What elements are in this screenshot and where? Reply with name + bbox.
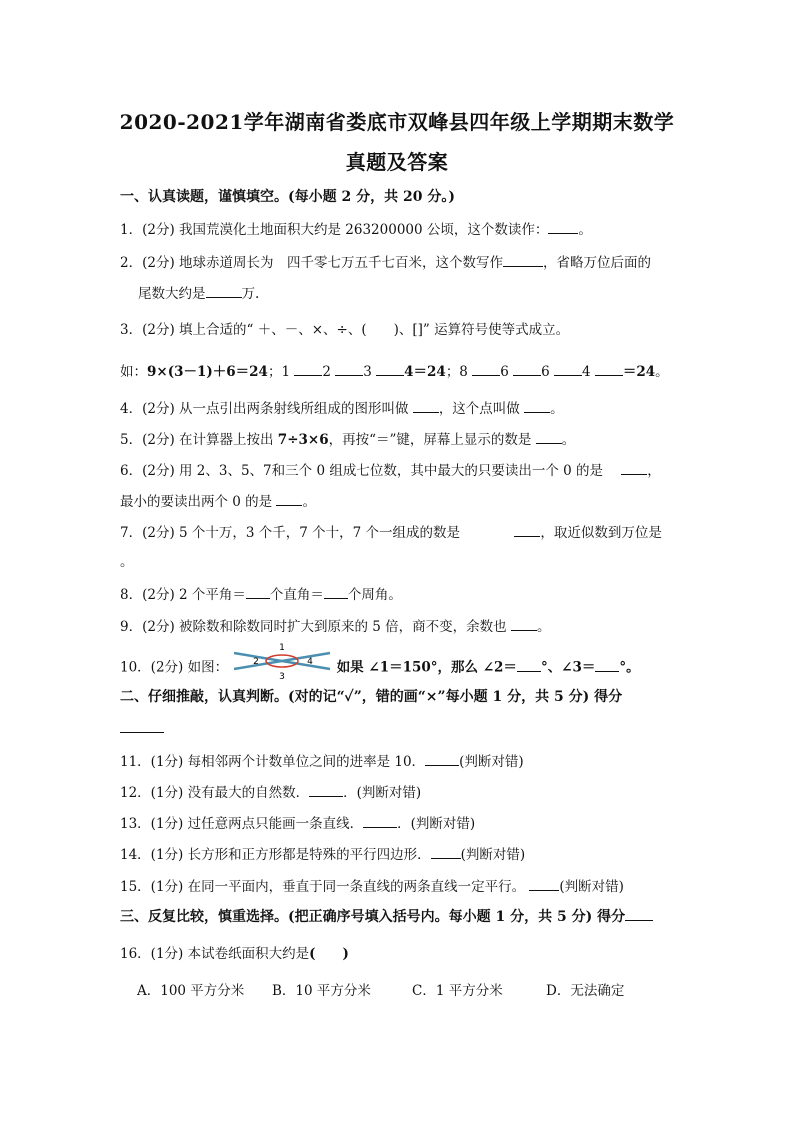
q16-text: 16．(1分) 本试卷纸面积大约是	[120, 946, 310, 962]
q14-end: (判断对错)	[460, 847, 526, 863]
question-10	[120, 643, 640, 681]
q5-rest: ，再按“＝”键，屏幕上显示的数是	[328, 432, 532, 448]
question-4	[120, 397, 564, 417]
question-15	[120, 875, 624, 895]
q3-n2: 2	[322, 364, 331, 380]
q11-end: (判断对错)	[459, 754, 524, 770]
section-2-score-blank[interactable]	[120, 720, 164, 737]
q15-end: (判断对错)	[559, 879, 624, 895]
question-6	[120, 459, 661, 479]
q7-text: 7．(2分) 5 个十万，3 个千，7 个十，7 个一组成的数是	[120, 525, 461, 541]
q10-condition: 如果 ∠1＝150°，那么 ∠2＝	[336, 659, 517, 676]
q3-blank-1[interactable]	[294, 363, 322, 376]
section-3-heading	[120, 906, 653, 926]
figure-label-3: 3	[279, 672, 286, 681]
q9-end: 。	[536, 619, 551, 635]
q2-blank-2[interactable]	[206, 285, 242, 298]
q10-text: 10．(2分) 如图：	[120, 659, 229, 676]
figure-label-1: 1	[279, 643, 286, 653]
q16-option-c[interactable]: C．1 平方分米	[412, 983, 503, 999]
question-3-example	[120, 360, 669, 380]
q3-end: 。	[655, 364, 669, 380]
question-16	[120, 942, 349, 962]
question-12	[120, 781, 421, 801]
title-line-1: 2020-2021学年湖南省娄底市双峰县四年级上学期期末数学	[119, 110, 675, 134]
question-5	[120, 428, 575, 448]
q10-deg2: °。	[619, 659, 640, 676]
q3-blank-4[interactable]	[472, 363, 500, 376]
q3-rest1: ；1	[267, 364, 291, 380]
q6-line2: 最小的要读出两个 0 的是	[120, 494, 273, 510]
q5-text: 5．(2分) 在计算器上按出	[120, 432, 278, 448]
q3-blank-3[interactable]	[376, 363, 404, 376]
q5-end: 。	[561, 432, 576, 448]
q8-blank-2[interactable]	[324, 586, 348, 599]
q13-text: 13．(1分) 过任意两点只能画一条直线．	[120, 816, 364, 832]
q15-text: 15．(1分) 在同一平面内，垂直于同一条直线的两条直线一定平行。	[120, 879, 526, 895]
question-2	[120, 251, 651, 271]
q13-blank[interactable]	[363, 815, 397, 828]
q12-text: 12．(1分) 没有最大的自然数．	[120, 785, 310, 801]
question-9	[120, 615, 550, 635]
q3-semi8: ；8	[445, 364, 468, 380]
q2-text: 2．(2分) 地球赤道周长为 四千零七万五千七百米，这个数写作	[120, 255, 504, 271]
q8-blank-1[interactable]	[246, 586, 270, 599]
q3-blank-7[interactable]	[595, 363, 623, 376]
q3-n4: 4	[581, 364, 591, 380]
q4-mid: ，这个点叫做	[438, 401, 520, 417]
q9-text: 9．(2分) 被除数和除数同时扩大到原来的 5 倍，商不变，余数也	[120, 619, 507, 635]
q3-text: 3．(2分) 填上合适的“ ＋、－、×、÷、( )、[]” 运算符号使等式成立。	[120, 322, 570, 338]
section-3-heading-text: 三、反复比较，慎重选择。(把正确序号填入括号内。每小题 1 分，共 5 分) 得分	[120, 909, 626, 925]
q14-text: 14．(1分) 长方形和正方形都是特殊的平行四边形．	[120, 847, 431, 863]
section-2-heading	[120, 686, 622, 706]
q2-line2: 尾数大约是	[138, 286, 206, 302]
question-1	[120, 218, 592, 238]
q10-deg1: °、∠3＝	[540, 659, 596, 676]
q3-blank-6[interactable]	[554, 363, 582, 376]
q8-mid2: 个周角。	[347, 587, 402, 603]
q1-text: 1．(2分) 我国荒漠化土地面积大约是 263200000 公顷，这个数读作：	[120, 222, 549, 238]
q4-text: 4．(2分) 从一点引出两条射线所组成的图形叫做	[120, 401, 409, 417]
question-13	[120, 812, 475, 832]
q8-text: 8．(2分) 2 个平角＝	[120, 587, 246, 603]
angle-figure	[232, 641, 332, 681]
q4-end: 。	[550, 401, 564, 417]
question-2-line-2	[138, 282, 259, 302]
question-6-line-2	[120, 490, 316, 510]
q10-blank-1[interactable]	[517, 659, 541, 672]
q3-eq24a: 4＝24	[404, 364, 446, 380]
q3-eg-prefix: 如：	[120, 364, 147, 380]
q12-end: ．(判断对错)	[343, 785, 422, 801]
q8-mid1: 个直角＝	[269, 587, 324, 603]
q15-blank[interactable]	[529, 878, 559, 891]
section-3-score-blank[interactable]	[625, 908, 653, 921]
question-3	[120, 318, 569, 338]
q11-blank[interactable]	[425, 753, 459, 766]
q11-text: 11．(1分) 每相邻两个计数单位之间的进率是 10．	[120, 754, 426, 770]
q16-option-a[interactable]: A．100 平方分米	[137, 983, 245, 999]
q16-option-d[interactable]: D．无法确定	[546, 983, 625, 999]
q3-n3: 3	[363, 364, 372, 380]
q10-blank-2[interactable]	[595, 659, 619, 672]
q6-blank-2[interactable]	[276, 493, 302, 506]
section-2-heading-text: 二、仔细推敲，认真判断。(对的记“✓”，错的画“×”每小题 1 分，共 5 分) 得分	[120, 689, 623, 705]
question-7	[120, 521, 662, 541]
q2-end: 万.	[241, 286, 260, 302]
q3-eq24b: ＝24	[622, 364, 656, 380]
q4-blank-1[interactable]	[413, 400, 439, 413]
figure-label-4: 4	[307, 657, 314, 667]
q4-blank-2[interactable]	[524, 400, 550, 413]
q3-n6b: 6	[541, 364, 550, 380]
q3-n6a: 6	[500, 364, 509, 380]
figure-label-2: 2	[253, 657, 260, 667]
q3-eg-formula: 9×(3－1)＋6＝24	[147, 364, 268, 380]
q16-option-b[interactable]: B．10 平方分米	[272, 983, 371, 999]
q12-blank[interactable]	[309, 784, 343, 797]
title-line-2: 真题及答案	[345, 150, 449, 174]
q6-end: ，	[647, 463, 661, 479]
q2-blank-1[interactable]	[503, 254, 543, 267]
q9-blank[interactable]	[511, 618, 537, 631]
q6-blank-1[interactable]	[621, 462, 647, 475]
q6-text: 6．(2分) 用 2、3、5、7和三个 0 组成七位数，其中最大的只要读出一个 0 的是	[120, 463, 603, 479]
q5-expr: 7÷3×6	[277, 432, 329, 448]
q7-blank-1[interactable]	[514, 524, 540, 537]
question-7-line-2	[120, 550, 134, 570]
q6-end2: 。	[302, 494, 316, 510]
q1-answer-blank[interactable]	[548, 221, 578, 234]
q5-blank[interactable]	[536, 431, 562, 444]
question-11	[120, 750, 524, 770]
q3-blank-5[interactable]	[513, 363, 541, 376]
q2-mid: ，省略万位后面的	[543, 255, 652, 271]
question-8	[120, 583, 402, 603]
q7-line2: 。	[120, 554, 134, 570]
question-14	[120, 843, 525, 863]
q14-blank[interactable]	[431, 846, 461, 859]
q13-end: ．(判断对错)	[397, 816, 476, 832]
q3-blank-2[interactable]	[335, 363, 363, 376]
q16-paren[interactable]: ( )	[309, 946, 349, 962]
q1-end: 。	[578, 222, 592, 238]
section-1-heading: 一、认真读题，谨慎填空。(每小题 2 分，共 20 分。)	[120, 189, 455, 205]
q7-mid: ，取近似数到万位是	[540, 525, 662, 541]
